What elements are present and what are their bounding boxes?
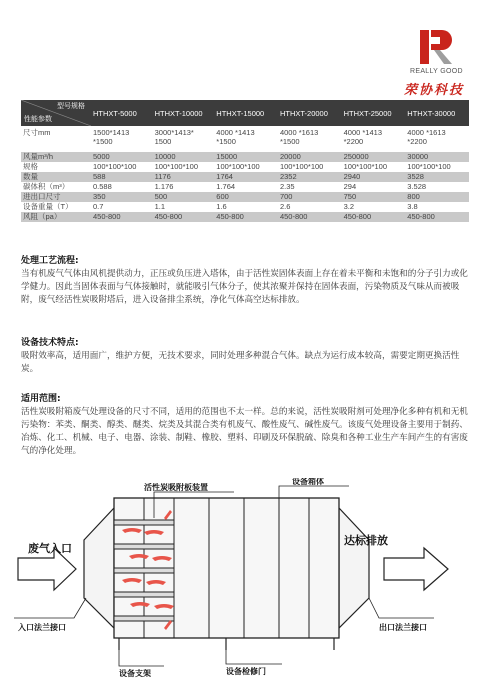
process-section (21, 255, 471, 307)
support-legs (119, 638, 334, 650)
scope-section (21, 393, 471, 458)
table-cell: 10000 (153, 152, 215, 162)
outlet-arrow-icon (384, 548, 448, 590)
row-label: 尺寸mm (21, 126, 91, 152)
table-cell: 1.764 (214, 182, 278, 192)
equipment-diagram (14, 478, 472, 678)
company-logo (404, 22, 480, 102)
table-cell: 3.528 (405, 182, 469, 192)
table-cell: 100*100*100 (405, 162, 469, 172)
features-section (21, 337, 471, 376)
table-row (21, 192, 469, 202)
table-cell: 3528 (405, 172, 469, 182)
table-cell: 30000 (405, 152, 469, 162)
outlet-flange-label: 出口法兰接口 (379, 623, 427, 632)
table-cell: 450-800 (278, 212, 342, 222)
table-cell: 450-800 (214, 212, 278, 222)
table-cell: 4000 *1413 *1500 (214, 126, 278, 152)
model-header: HTHXT-30000 (405, 100, 469, 126)
table-cell: 1176 (153, 172, 215, 182)
header-performance: 性能参数 (24, 116, 52, 123)
table-cell: 350 (91, 192, 153, 202)
table-cell: 4000 *1413 *2200 (342, 126, 406, 152)
row-label: 规格 (21, 162, 91, 172)
table-cell: 3.2 (342, 202, 406, 212)
table-cell: 3.8 (405, 202, 469, 212)
model-header: HTHXT-5000 (91, 100, 153, 126)
table-cell: 4000 *1613 *1500 (278, 126, 342, 152)
table-cell: 2.35 (278, 182, 342, 192)
table-cell: 100*100*100 (153, 162, 215, 172)
inlet-flange-label: 入口法兰接口 (18, 623, 66, 632)
table-cell: 500 (153, 192, 215, 202)
model-header: HTHXT-25000 (342, 100, 406, 126)
process-text: 当有机废气气体由风机提供动力，正压或负压进入塔体，由于活性炭固体表面上存在着未平衡和未饱和的分子引力或化学健力。因此当固体表面与气体接触时，就能吸引气体分子，使其浓聚并保持在固体表面，污染物质及气味从而被吸附，废气经活性炭吸附塔后，进入设备排尘系统，净化气体高空达标排放。 (21, 269, 468, 305)
row-label: 设备重量（T） (21, 202, 91, 212)
row-label: 进出口尺寸 (21, 192, 91, 202)
table-row (21, 182, 469, 192)
table-cell: 450-800 (405, 212, 469, 222)
features-title: 设备技术特点: (21, 338, 79, 348)
table-cell: 100*100*100 (278, 162, 342, 172)
table-cell: 20000 (278, 152, 342, 162)
table-cell: 1764 (214, 172, 278, 182)
logo-chinese: 荣协科技 (404, 83, 465, 98)
row-label: 风阻（pa） (21, 212, 91, 222)
table-cell: 2940 (342, 172, 406, 182)
header-diagonal-cell (21, 100, 91, 126)
row-label: 碳体积（m³） (21, 182, 91, 192)
scope-text: 活性炭吸附箱废气处理设备的尺寸不同，适用的范围也不太一样。总的来说，活性炭吸附剂可处理净化多种有机和无机污染物：苯类、酮类、醇类、醚类、烷类及其混合类有机废气、酸性废气、碱性废气。该废气处理设备主要用于制药、冶炼、化工、机械、电子、电器、涂装、制鞋、橡胶、塑料、印刷及环保脱硫、除臭和各种工业生产车间产生的有害废气的净化处理。 (21, 407, 468, 456)
table-cell: 100*100*100 (91, 162, 153, 172)
table-cell: 588 (91, 172, 153, 182)
table-cell: 15000 (214, 152, 278, 162)
table-cell: 600 (214, 192, 278, 202)
logo-r-icon (418, 28, 454, 66)
process-title: 处理工艺流程: (21, 256, 79, 266)
table-cell: 250000 (342, 152, 406, 162)
table-cell: 100*100*100 (214, 162, 278, 172)
carbon-plate-label: 活性炭吸附板装置 (144, 483, 208, 492)
table-row (21, 212, 469, 222)
table-cell: 0.7 (91, 202, 153, 212)
row-label: 风量m³/h (21, 152, 91, 162)
door-label: 设备检修门 (226, 667, 266, 676)
inlet-hopper (84, 508, 114, 628)
table-row (21, 152, 469, 162)
outlet-label: 达标排放 (344, 534, 388, 547)
table-cell: 450-800 (91, 212, 153, 222)
row-label: 数量 (21, 172, 91, 182)
header-model-spec: 型号规格 (57, 103, 85, 110)
model-header: HTHXT-10000 (153, 100, 215, 126)
support-label: 设备支架 (119, 669, 151, 678)
table-cell: 750 (342, 192, 406, 202)
logo-english: REALLY GOOD (410, 68, 463, 75)
table-cell: 800 (405, 192, 469, 202)
table-cell: 2352 (278, 172, 342, 182)
table-header-row (21, 100, 469, 126)
table-cell: 0.588 (91, 182, 153, 192)
inlet-label: 废气入口 (28, 542, 72, 555)
table-cell: 294 (342, 182, 406, 192)
table-cell: 1500*1413 *1500 (91, 126, 153, 152)
outlet-hopper (339, 508, 369, 628)
table-cell: 2.6 (278, 202, 342, 212)
table-cell: 1.176 (153, 182, 215, 192)
box-label: 设备箱体 (292, 478, 324, 486)
table-cell: 700 (278, 192, 342, 202)
scope-title: 适用范围: (21, 394, 61, 404)
table-cell: 3000*1413* 1500 (153, 126, 215, 152)
table-cell: 5000 (91, 152, 153, 162)
features-text: 吸附效率高，适用面广，维护方便，无技术要求，同时处理多种混合气体。缺点为运行成本较高，需要定期更换活性炭。 (21, 351, 460, 374)
table-cell: 1.1 (153, 202, 215, 212)
table-row (21, 202, 469, 212)
table-row (21, 162, 469, 172)
table-cell: 1.6 (214, 202, 278, 212)
table-row (21, 126, 469, 152)
table-cell: 450-800 (342, 212, 406, 222)
model-header: HTHXT-20000 (278, 100, 342, 126)
table-cell: 4000 *1613 *2200 (405, 126, 469, 152)
table-cell: 450-800 (153, 212, 215, 222)
table-cell: 100*100*100 (342, 162, 406, 172)
model-header: HTHXT-15000 (214, 100, 278, 126)
spec-table (21, 100, 469, 222)
table-row (21, 172, 469, 182)
